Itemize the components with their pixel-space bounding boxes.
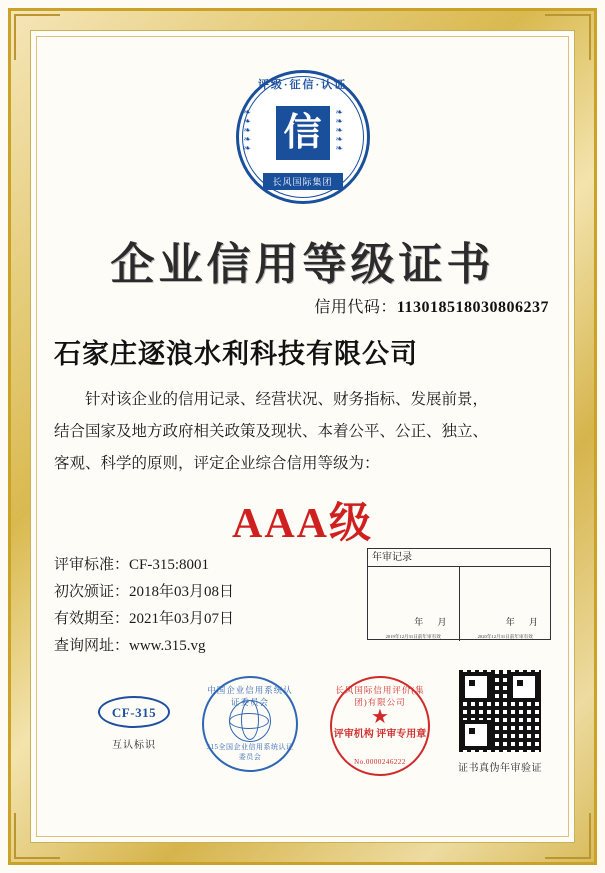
blue-seal-arc-text: 中国企业信用系统认证委员会 — [207, 685, 293, 707]
credit-grade: AAA级 — [232, 501, 373, 547]
qr-code-icon[interactable] — [459, 670, 541, 752]
emblem-top-text: 评级·征信·认证 — [257, 79, 348, 91]
qr-finder-bottom-left — [461, 720, 491, 750]
annual-review-cells — [368, 567, 550, 641]
cf-seal-oval: CF-315 — [98, 696, 170, 728]
red-official-seal — [330, 676, 430, 776]
certificate-content — [40, 40, 565, 833]
credit-code-value: 113018518030806237 — [396, 299, 549, 316]
certificate-title: 企业信用等级证书 — [110, 240, 495, 289]
certificate-body — [54, 384, 551, 480]
annual-review-title: 年审记录 — [368, 549, 550, 567]
credit-code — [314, 294, 549, 317]
emblem-center-character: 信 — [276, 106, 330, 160]
certificate-info-list — [54, 552, 234, 660]
certificate-emblem — [228, 62, 378, 212]
red-seal-mid-text: 评审机构 评审专用章 — [333, 729, 427, 740]
annual-review-box — [367, 548, 551, 640]
annual-review-cell-1-note: 2019年12月31日前年审有效 — [385, 635, 441, 640]
credit-code-label: 信用代码： — [314, 299, 397, 316]
wheat-left-icon: ❧ ❧ ❧ ❧ ❧ — [243, 107, 252, 153]
qr-finder-top-left — [461, 672, 491, 702]
verification-qr[interactable] — [457, 670, 543, 774]
wheat-right-icon: ❧ ❧ ❧ ❧ ❧ — [335, 107, 344, 153]
body-line-3: 客观、科学的原则，评定企业综合信用等级为： — [54, 455, 380, 472]
globe-icon — [229, 700, 271, 742]
annual-review-cell-2-note: 2020年12月31日前年审有效 — [477, 635, 533, 640]
annual-review-cell-1-date: 年 月 — [414, 617, 453, 627]
qr-finder-top-right — [509, 672, 539, 702]
annual-review-cell-2-date: 年 月 — [505, 617, 544, 627]
qr-caption: 证书真伪年审验证 — [458, 763, 542, 774]
info-expiry-date: 有效期至：2021年03月07日 — [54, 611, 235, 627]
blue-seal-bottom-text: 315全国企业信用系统认证委员会 — [206, 743, 294, 761]
blue-certification-seal — [202, 676, 298, 772]
info-issue-date: 初次颁证：2018年03月08日 — [54, 584, 235, 600]
red-seal-number: No.0000246222 — [354, 758, 406, 766]
company-name: 石家庄逐浪水利科技有限公司 — [54, 339, 418, 369]
emblem-ribbon-text: 长风国际集团 — [262, 173, 342, 190]
annual-review-cell-1 — [368, 567, 459, 641]
annual-review-cell-2 — [459, 567, 551, 641]
red-seal-arc-text: 长风国际信用评价(集团)有限公司 — [335, 685, 425, 707]
info-standard: 评审标准：CF-315:8001 — [54, 557, 210, 573]
cf-mutual-recognition-seal — [98, 696, 170, 751]
body-line-2: 结合国家及地方政府相关政策及现状、本着公平、公正、独立、 — [54, 423, 489, 440]
body-line-1: 针对该企业的信用记录、经营状况、财务指标、发展前景， — [85, 391, 489, 408]
star-icon: ★ — [371, 706, 389, 728]
info-verify-url: 查询网址：www.315.vg — [54, 638, 206, 654]
cf-seal-caption: 互认标识 — [112, 740, 156, 751]
